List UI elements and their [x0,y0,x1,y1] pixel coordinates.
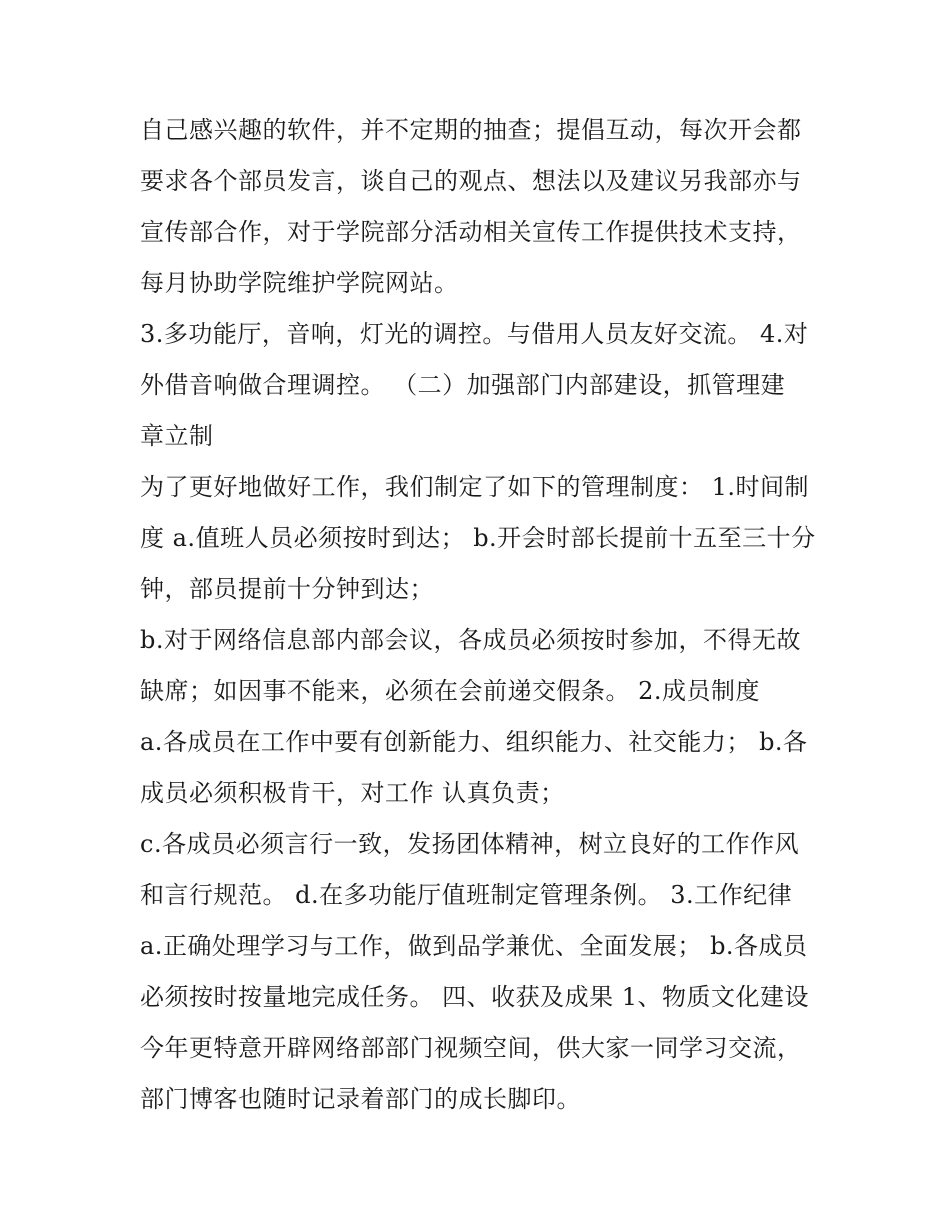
text-line: 和言行规范。 d.在多功能厅值班制定管理条例。 3.工作纪律 [140,881,793,909]
text-line: 章立制 [140,422,214,450]
text-line: c.各成员必须言行一致，发扬团体精神，树立良好的工作作风 [140,830,800,858]
text-line: 部门博客也随时记录着部门的成长脚印。 [140,1085,581,1113]
text-line: a.正确处理学习与工作，做到品学兼优、全面发展； b.各成员 [140,932,808,960]
text-line: 3.多功能厅，音响，灯光的调控。与借用人员友好交流。 4.对 [140,320,809,348]
text-line: 自己感兴趣的软件，并不定期的抽查；提倡互动，每次开会都 [140,116,802,144]
text-line: 度 a.值班人员必须按时到达； b.开会时部长提前十五至三十分 [140,524,816,552]
text-line: 外借音响做合理调控。 （二）加强部门内部建设，抓管理建 [140,371,786,399]
text-line: 成员必须积极肯干，对工作 认真负责； [140,779,565,807]
text-line: a.各成员在工作中要有创新能力、组织能力、社交能力； b.各 [140,728,808,756]
text-line: 每月协助学院维护学院网站。 [140,269,459,297]
text-line: 缺席；如因事不能来，必须在会前递交假条。 2.成员制度 [140,677,761,705]
text-line: 为了更好地做好工作，我们制定了如下的管理制度： 1.时间制 [140,473,810,501]
text-line: 钟，部员提前十分钟到达； [140,575,434,603]
text-line: b.对于网络信息部内部会议，各成员必须按时参加，不得无故 [140,626,801,654]
body-text [140,105,820,1125]
text-line: 要求各个部员发言，谈自己的观点、想法以及建议另我部亦与 [140,167,802,195]
text-line: 今年更特意开辟网络部部门视频空间，供大家一同学习交流， [140,1034,802,1062]
text-line: 宣传部合作，对于学院部分活动相关宣传工作提供技术支持， [140,218,802,246]
text-line: 必须按时按量地完成任务。 四、收获及成果 1、物质文化建设 [140,983,810,1011]
